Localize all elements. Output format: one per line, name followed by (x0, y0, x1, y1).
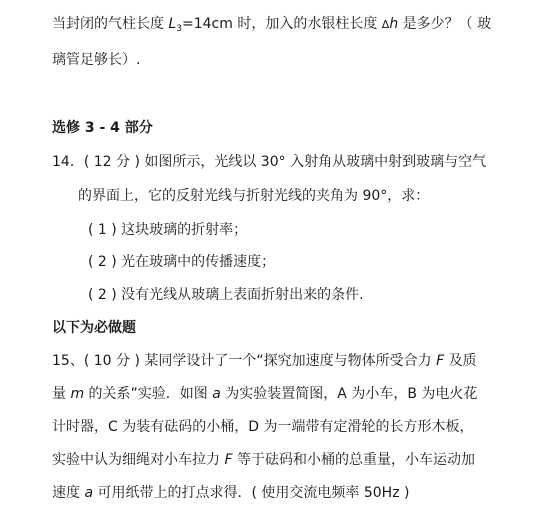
q13-line-1 (52, 14, 491, 39)
q15-line-1 (52, 351, 477, 371)
text-run: 及质 (444, 353, 477, 369)
q13-line-2: 璃管足够长）. (52, 52, 141, 68)
section-heading-required: 以下为必做题 (52, 320, 136, 336)
var-a: a (212, 386, 221, 402)
var-L: L (168, 16, 177, 32)
text-run: 速度 (52, 485, 85, 501)
var-F: F (224, 452, 233, 468)
text-run: 是多少？（ 玻 (398, 16, 492, 32)
text-run: 可用纸带上的打点求得．( 使用交流电频率 50Hz ) (93, 485, 410, 501)
text-run: 等于砝码和小桶的总重量，小车运动加 (232, 452, 475, 468)
q15-line-4 (52, 450, 475, 470)
text-run: =14cm 时，加入的水银柱长度 (182, 16, 382, 32)
var-a: a (84, 485, 94, 501)
text-run: 实验中认为细绳对小车拉力 (52, 452, 225, 468)
text-run: 的关系”实验．如图 (84, 386, 213, 402)
var-m: m (70, 386, 85, 402)
q14-part-1: ( 1 ) 这块玻璃的折射率； (88, 222, 248, 238)
q15-line-2 (52, 384, 477, 404)
q14-part-3: ( 2 ) 没有光线从玻璃上表面折射出来的条件. (88, 287, 364, 303)
var-h: h (389, 16, 399, 32)
q15-line-3: 计时器，C 为装有砝码的小桶，D 为一端带有定滑轮的长方形木板， (52, 419, 474, 435)
var-F: F (436, 353, 445, 369)
q14-line-1: 14．( 12 分 ) 如图所示，光线以 30° 入射角从玻璃中射到玻璃与空气 (52, 154, 487, 170)
delta-symbol: Δ (381, 18, 390, 31)
subscript-3: 3 (176, 24, 182, 34)
section-heading-3-4: 选修 3 - 4 部分 (52, 120, 153, 136)
text-run: 量 (52, 386, 71, 402)
text-run: 当封闭的气柱长度 (52, 16, 169, 32)
q14-line-2: 的界面上，它的反射光线与折射光线的夹角为 90°，求： (78, 188, 430, 204)
text-run: 为实验装置简图，A 为小车，B 为电火花 (220, 386, 478, 402)
q14-part-2: ( 2 ) 光在玻璃中的传播速度； (88, 254, 276, 270)
q15-line-5 (52, 483, 409, 503)
text-run: 15、( 10 分 ) 某同学设计了一个“探究加速度与物体所受合力 (52, 353, 437, 369)
